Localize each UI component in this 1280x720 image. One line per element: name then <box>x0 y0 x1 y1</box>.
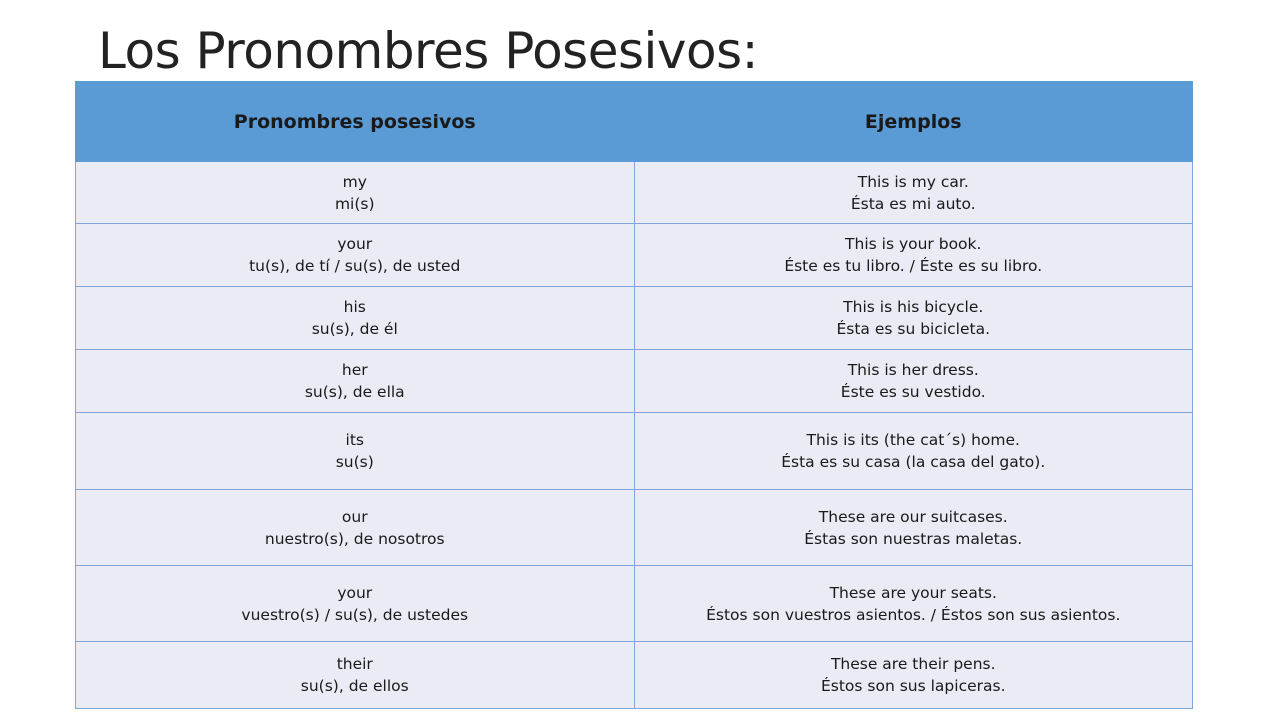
example-english: This is her dress. <box>847 361 979 379</box>
example-cell <box>634 490 1193 566</box>
pronoun-cell <box>76 566 635 642</box>
example-cell <box>634 162 1193 224</box>
table-row <box>76 287 1193 350</box>
example-english: These are their pens. <box>830 655 996 673</box>
pronoun-cell <box>76 350 635 413</box>
pronoun-spanish: su(s), de él <box>311 320 398 338</box>
table-header-row <box>76 82 1193 162</box>
column-header-pronouns: Pronombres posesivos <box>76 82 635 162</box>
pronoun-spanish: su(s) <box>335 453 374 471</box>
pronoun-spanish: su(s), de ellos <box>300 677 409 695</box>
slide-title: Los Pronombres Posesivos: <box>98 22 759 80</box>
pronoun-cell <box>76 162 635 224</box>
possessive-pronouns-table <box>75 81 1193 709</box>
example-spanish: Éstas son nuestras maletas. <box>804 529 1023 548</box>
example-cell <box>634 566 1193 642</box>
example-spanish: Éste es su vestido. <box>840 383 986 401</box>
pronoun-english: their <box>336 655 373 673</box>
example-spanish: Éste es tu libro. / Éste es su libro. <box>784 257 1043 275</box>
table-row <box>76 224 1193 287</box>
pronoun-cell <box>76 642 635 709</box>
pronoun-cell <box>76 413 635 490</box>
example-cell <box>634 224 1193 287</box>
pronoun-spanish: su(s), de ella <box>304 383 405 401</box>
pronoun-english: her <box>341 361 368 379</box>
table-row <box>76 566 1193 642</box>
table-row <box>76 490 1193 566</box>
table-row <box>76 642 1193 709</box>
pronoun-english: our <box>341 507 368 526</box>
example-spanish: Ésta es mi auto. <box>850 194 976 213</box>
example-cell <box>634 287 1193 350</box>
example-spanish: Ésta es su bicicleta. <box>836 320 991 338</box>
example-spanish: Ésta es su casa (la casa del gato). <box>781 453 1046 471</box>
pronoun-english: my <box>342 172 367 191</box>
pronoun-english: your <box>337 583 373 602</box>
column-header-examples: Ejemplos <box>634 82 1193 162</box>
example-cell <box>634 642 1193 709</box>
pronoun-english: its <box>345 431 364 449</box>
pronoun-cell <box>76 490 635 566</box>
example-cell <box>634 413 1193 490</box>
example-english: This is my car. <box>857 172 969 191</box>
example-english: These are our suitcases. <box>818 507 1008 526</box>
example-spanish: Éstos son vuestros asientos. / Éstos son sus asientos. <box>706 605 1121 624</box>
example-spanish: Éstos son sus lapiceras. <box>820 677 1006 695</box>
pronoun-spanish: vuestro(s) / su(s), de ustedes <box>241 605 469 624</box>
pronoun-english: your <box>337 235 373 253</box>
table-row <box>76 350 1193 413</box>
example-cell <box>634 350 1193 413</box>
example-english: These are your seats. <box>829 583 997 602</box>
pronoun-english: his <box>343 298 366 316</box>
possessive-pronouns-table-container <box>75 81 1193 708</box>
pronoun-cell <box>76 224 635 287</box>
pronoun-spanish: nuestro(s), de nosotros <box>264 529 445 548</box>
example-english: This is your book. <box>845 235 982 253</box>
pronoun-cell <box>76 287 635 350</box>
pronoun-spanish: mi(s) <box>334 194 375 213</box>
table-row <box>76 162 1193 224</box>
example-english: This is his bicycle. <box>843 298 984 316</box>
example-english: This is its (the cat´s) home. <box>806 431 1020 449</box>
table-row <box>76 413 1193 490</box>
pronoun-spanish: tu(s), de tí / su(s), de usted <box>249 257 461 275</box>
